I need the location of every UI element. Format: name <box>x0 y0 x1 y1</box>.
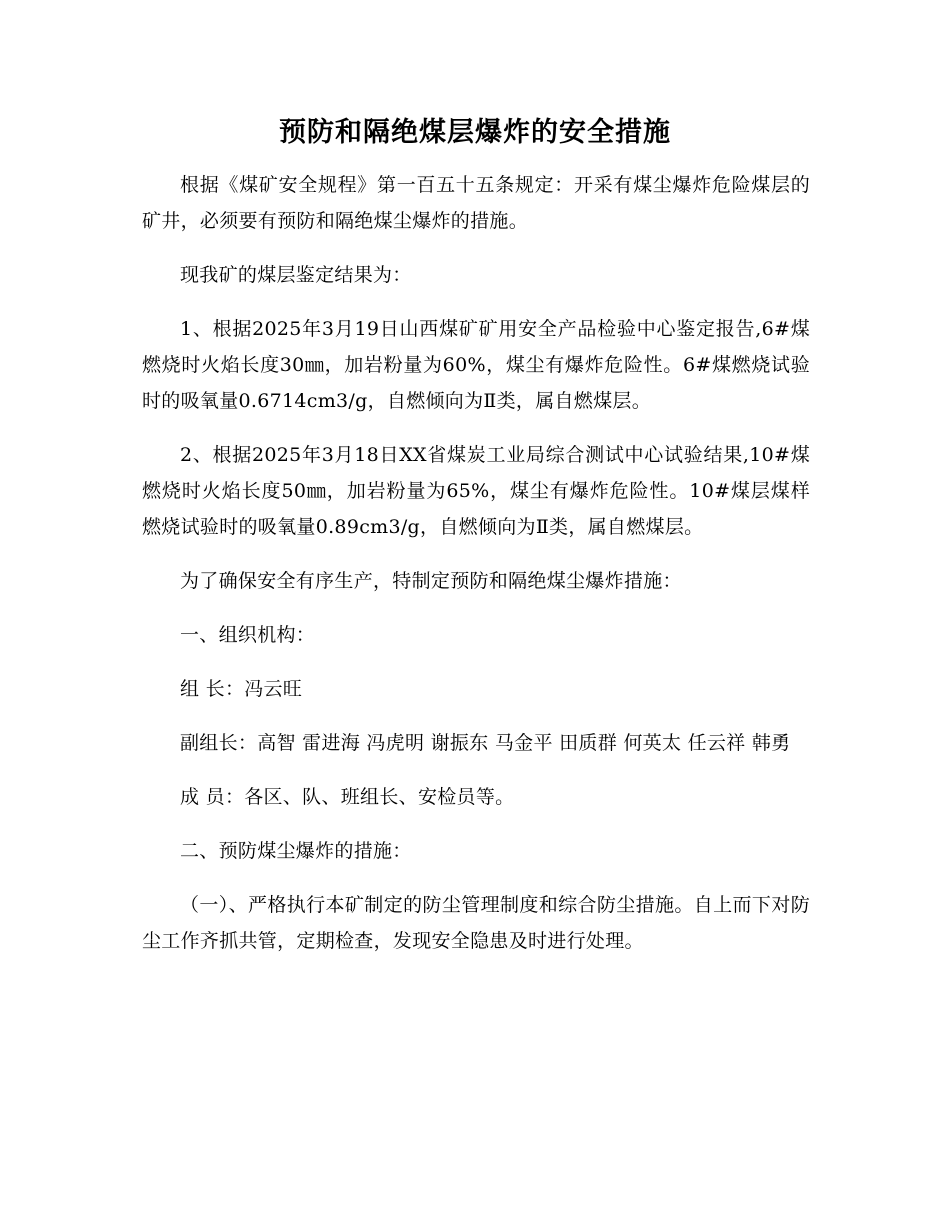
section-heading-measures: 二、预防煤尘爆炸的措施： <box>180 840 412 862</box>
paragraph-result-1: 1、根据2025年3月19日山西煤矿矿用安全产品检验中心鉴定报告,6#煤燃烧时火焰长度30㎜，加岩粉量为60%，煤尘有爆炸危险性。6#煤燃烧试验时的吸氧量0.6714cm3/g，自燃倾向为Ⅱ类，属自燃煤层。 <box>142 318 810 412</box>
paragraph-results-intro: 现我矿的煤层鉴定结果为： <box>180 264 412 286</box>
paragraph-result-2: 2、根据2025年3月18日XX省煤炭工业局综合测试中心试验结果,10#煤燃烧时火焰长度50㎜，加岩粉量为65%，煤尘有爆炸危险性。10#煤层煤样燃烧试验时的吸氧量0.89cm3/g，自燃倾向为Ⅱ类，属自燃煤层。 <box>142 444 810 538</box>
paragraph-regulation: 根据《煤矿安全规程》第一百五十五条规定：开采有煤尘爆炸危险煤层的矿井，必须要有预防和隔绝煤尘爆炸的措施。 <box>142 174 810 232</box>
section-heading-organization: 一、组织机构： <box>180 624 316 646</box>
paragraph-leader: 组 长：冯云旺 <box>180 678 303 700</box>
paragraph-measure-1: （一）、严格执行本矿制定的防尘管理制度和综合防尘措施。自上而下对防尘工作齐抓共管，定期检查，发现安全隐患及时进行处理。 <box>142 894 810 952</box>
paragraph-purpose: 为了确保安全有序生产，特制定预防和隔绝煤尘爆炸措施： <box>180 570 682 592</box>
document-title: 预防和隔绝煤层爆炸的安全措施 <box>279 117 671 148</box>
document-body <box>142 167 810 977</box>
paragraph-deputy-leaders: 副组长：高智 雷进海 冯虎明 谢振东 马金平 田质群 何英太 任云祥 韩勇 <box>180 732 791 754</box>
paragraph-members: 成 员：各区、队、班组长、安检员等。 <box>180 786 515 808</box>
